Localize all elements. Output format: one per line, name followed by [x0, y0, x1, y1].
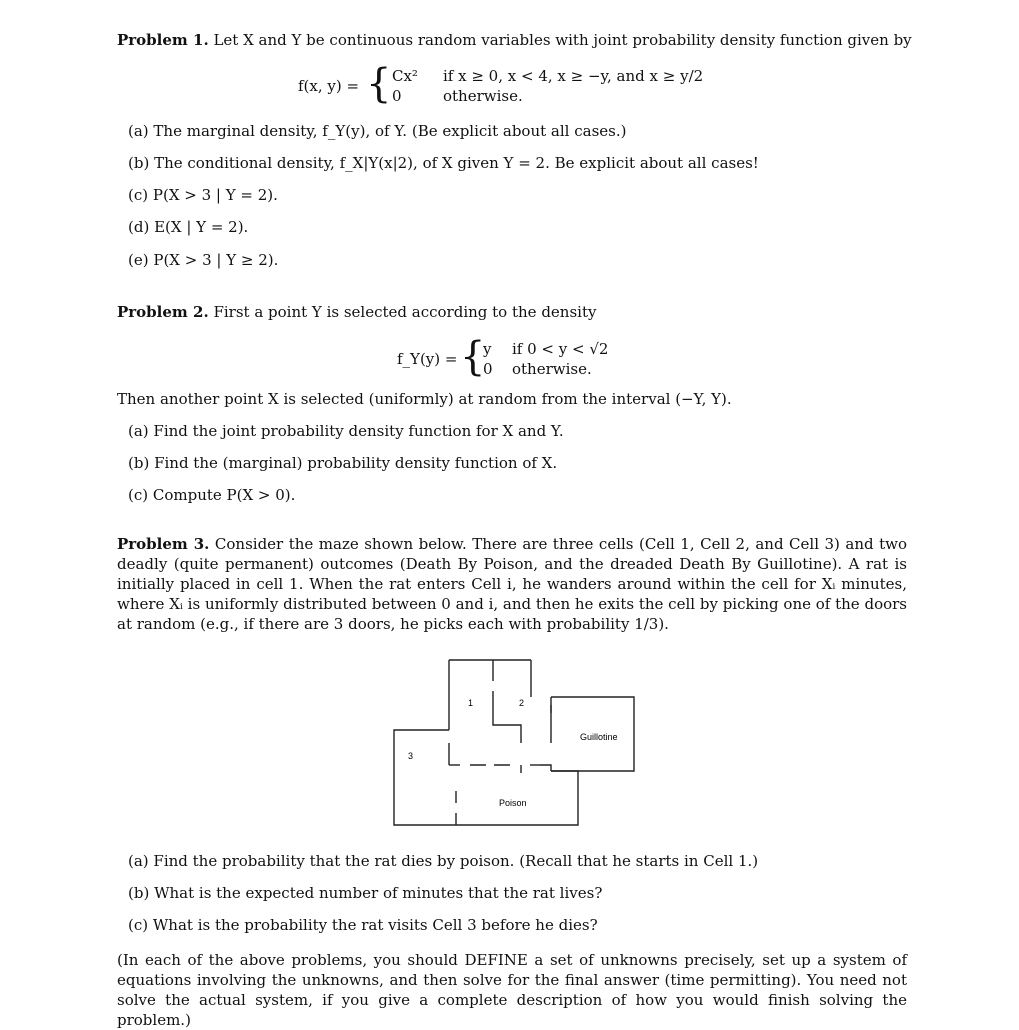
problem1-case1-cond: if x ≥ 0, x < 4, x ≥ −y, and x ≥ y/2 — [443, 67, 704, 85]
maze-poison-label: Poison — [499, 798, 527, 808]
problem1-f-lhs: f(x, y) = — [298, 77, 360, 95]
maze-cell3-label: 3 — [408, 751, 414, 761]
problem2-case1-expr: y — [483, 340, 492, 358]
problem3-intro-text: Consider the maze shown below. There are three cells (Cell 1, Cell 2, and Cell 3) and two deadly (quite permanent) outcomes (Death By Poison, and the dreaded Death By Guillotine). A rat is initially placed in cell 1. When the rat enters Cell i, he wanders around within the cell for Xᵢ minutes, where Xᵢ is uniformly distributed between 0 and i, and then he exits the cell by picking one of the doors at random (e.g., if there are 3 doors, he picks each with probability 1/3). — [117, 535, 907, 633]
problem1-case2-expr: 0 — [392, 87, 402, 105]
maze-wall — [493, 691, 521, 743]
problem1-case2-cond: otherwise. — [443, 87, 523, 105]
problem2-brace: { — [460, 334, 486, 380]
footer-note: (In each of the above problems, you should DEFINE a set of unknowns precisely, set up a system of equations involving the unknowns, and then solve for the final answer (time permitting). You need not solve the actual system, if you give a complete description of how you would finish solving the problem.) — [117, 951, 907, 1029]
problem2-intro-text: First a point Y is selected according to the density — [213, 303, 597, 321]
problem3-intro — [117, 534, 907, 634]
problem2-case2-expr: 0 — [483, 360, 493, 378]
problem3-heading: Problem 3. — [117, 535, 210, 553]
problem2-case1-cond: if 0 < y < √2 — [512, 340, 609, 358]
problem1-part-d: (d) E(X | Y = 2). — [128, 218, 249, 236]
problem3-part-c: (c) What is the probability the rat visits Cell 3 before he dies? — [128, 916, 598, 934]
maze-cell1-label: 1 — [468, 698, 474, 708]
problem1-brace: { — [366, 61, 392, 107]
maze-guillotine-label: Guillotine — [580, 732, 618, 742]
problem2-then: Then another point X is selected (uniformly) at random from the interval (−Y, Y). — [117, 390, 732, 408]
problem2-intro — [117, 302, 907, 322]
problem1-heading: Problem 1. — [117, 31, 209, 49]
problem1-part-e: (e) P(X > 3 | Y ≥ 2). — [128, 251, 279, 269]
problem1-case1-expr: Cx² — [392, 67, 418, 85]
problem2-heading: Problem 2. — [117, 303, 209, 321]
problem3-part-b: (b) What is the expected number of minutes that the rat lives? — [128, 884, 603, 902]
maze-diagram — [390, 655, 640, 830]
problem2-part-b: (b) Find the (marginal) probability density function of X. — [128, 454, 558, 472]
problem2-part-c: (c) Compute P(X > 0). — [128, 486, 296, 504]
maze-wall — [540, 765, 551, 771]
problem1-intro — [117, 30, 912, 50]
problem2-case2-cond: otherwise. — [512, 360, 592, 378]
problem3-part-a: (a) Find the probability that the rat dies by poison. (Recall that he starts in Cell 1.) — [128, 852, 759, 870]
problem1-part-c: (c) P(X > 3 | Y = 2). — [128, 186, 278, 204]
problem2-part-a: (a) Find the joint probability density function for X and Y. — [128, 422, 564, 440]
problem1-part-b: (b) The conditional density, f_X|Y(x|2), of X given Y = 2. Be explicit about all cases! — [128, 154, 759, 172]
maze-wall — [394, 730, 456, 825]
problem1-intro-text: Let X and Y be continuous random variables with joint probability density function given by — [213, 31, 912, 49]
problem1-part-a: (a) The marginal density, f_Y(y), of Y. (Be explicit about all cases.) — [128, 122, 627, 140]
problem2-f-lhs: f_Y(y) = — [397, 350, 458, 368]
maze-cell2-label: 2 — [519, 698, 525, 708]
